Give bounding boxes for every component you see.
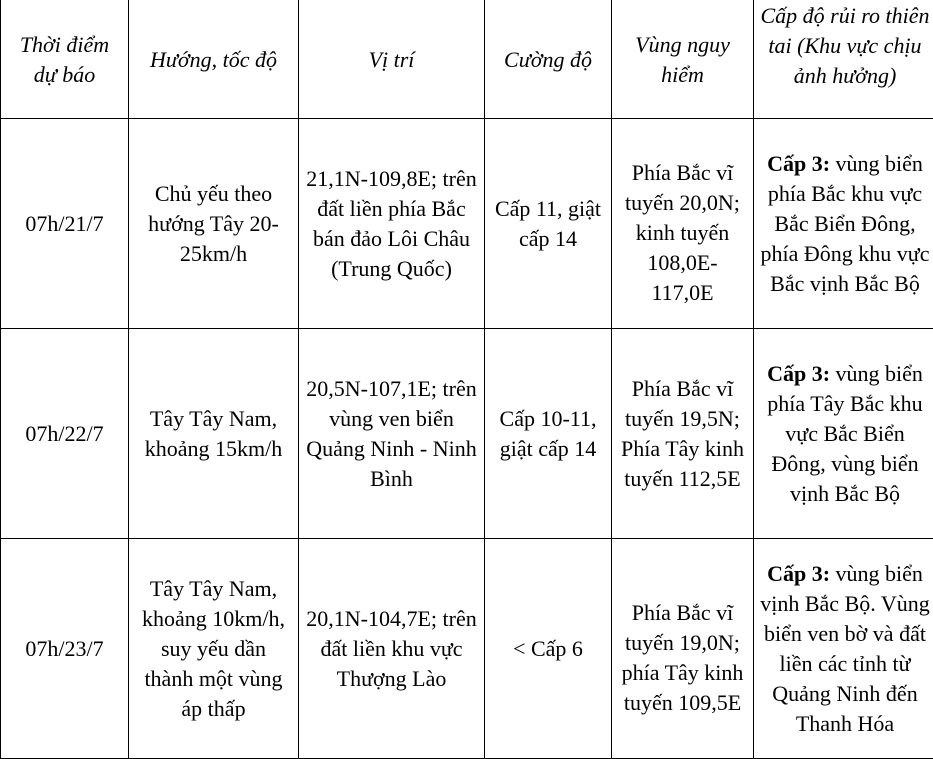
risk-level-text: vùng biển phía Tây Bắc khu vực Bắc Biển Đông, vùng biển vịnh Bắc Bộ [767,361,923,506]
cell-danger-zone: Phía Bắc vĩ tuyến 20,0N; kinh tuyến 108,0E-117,0E [612,119,754,329]
cell-time: 07h/23/7 [1,539,129,759]
header-risk-level: Cấp độ rủi ro thiên tai (Khu vực chịu ảnh hưởng) [754,0,933,119]
cell-risk-level [754,329,933,539]
cell-direction: Tây Tây Nam, khoảng 15km/h [129,329,299,539]
header-danger-zone: Vùng nguy hiểm [612,0,754,119]
header-direction: Hướng, tốc độ [129,0,299,119]
cell-position: 20,1N-104,7E; trên đất liền khu vực Thượng Lào [299,539,485,759]
cell-direction: Tây Tây Nam, khoảng 10km/h, suy yếu dần thành một vùng áp thấp [129,539,299,759]
cell-time: 07h/21/7 [1,119,129,329]
cell-risk-level [754,119,933,329]
risk-level-label: Cấp 3: [767,151,830,176]
header-intensity: Cường độ [485,0,612,119]
cell-time: 07h/22/7 [1,329,129,539]
risk-level-text: vùng biển vịnh Bắc Bộ. Vùng biển ven bờ và đất liền các tỉnh từ Quảng Ninh đến Thanh Hóa [760,561,929,736]
cell-intensity: Cấp 11, giật cấp 14 [485,119,612,329]
cell-direction: Chủ yếu theo hướng Tây 20-25km/h [129,119,299,329]
risk-level-text: vùng biển phía Bắc khu vực Bắc Biển Đông, phía Đông khu vực Bắc vịnh Bắc Bộ [761,151,930,296]
risk-level-label: Cấp 3: [767,561,830,586]
header-time: Thời điểm dự báo [1,0,129,119]
cell-position: 20,5N-107,1E; trên vùng ven biển Quảng Ninh - Ninh Bình [299,329,485,539]
table-row [1,539,933,759]
header-position: Vị trí [299,0,485,119]
cell-intensity: < Cấp 6 [485,539,612,759]
table-row [1,329,933,539]
header-row [1,0,933,119]
cell-danger-zone: Phía Bắc vĩ tuyến 19,5N; Phía Tây kinh tuyến 112,5E [612,329,754,539]
cell-risk-level [754,539,933,759]
cell-danger-zone: Phía Bắc vĩ tuyến 19,0N; phía Tây kinh tuyến 109,5E [612,539,754,759]
risk-level-label: Cấp 3: [767,361,830,386]
table-row [1,119,933,329]
cell-intensity: Cấp 10-11, giật cấp 14 [485,329,612,539]
cell-position: 21,1N-109,8E; trên đất liền phía Bắc bán đảo Lôi Châu (Trung Quốc) [299,119,485,329]
